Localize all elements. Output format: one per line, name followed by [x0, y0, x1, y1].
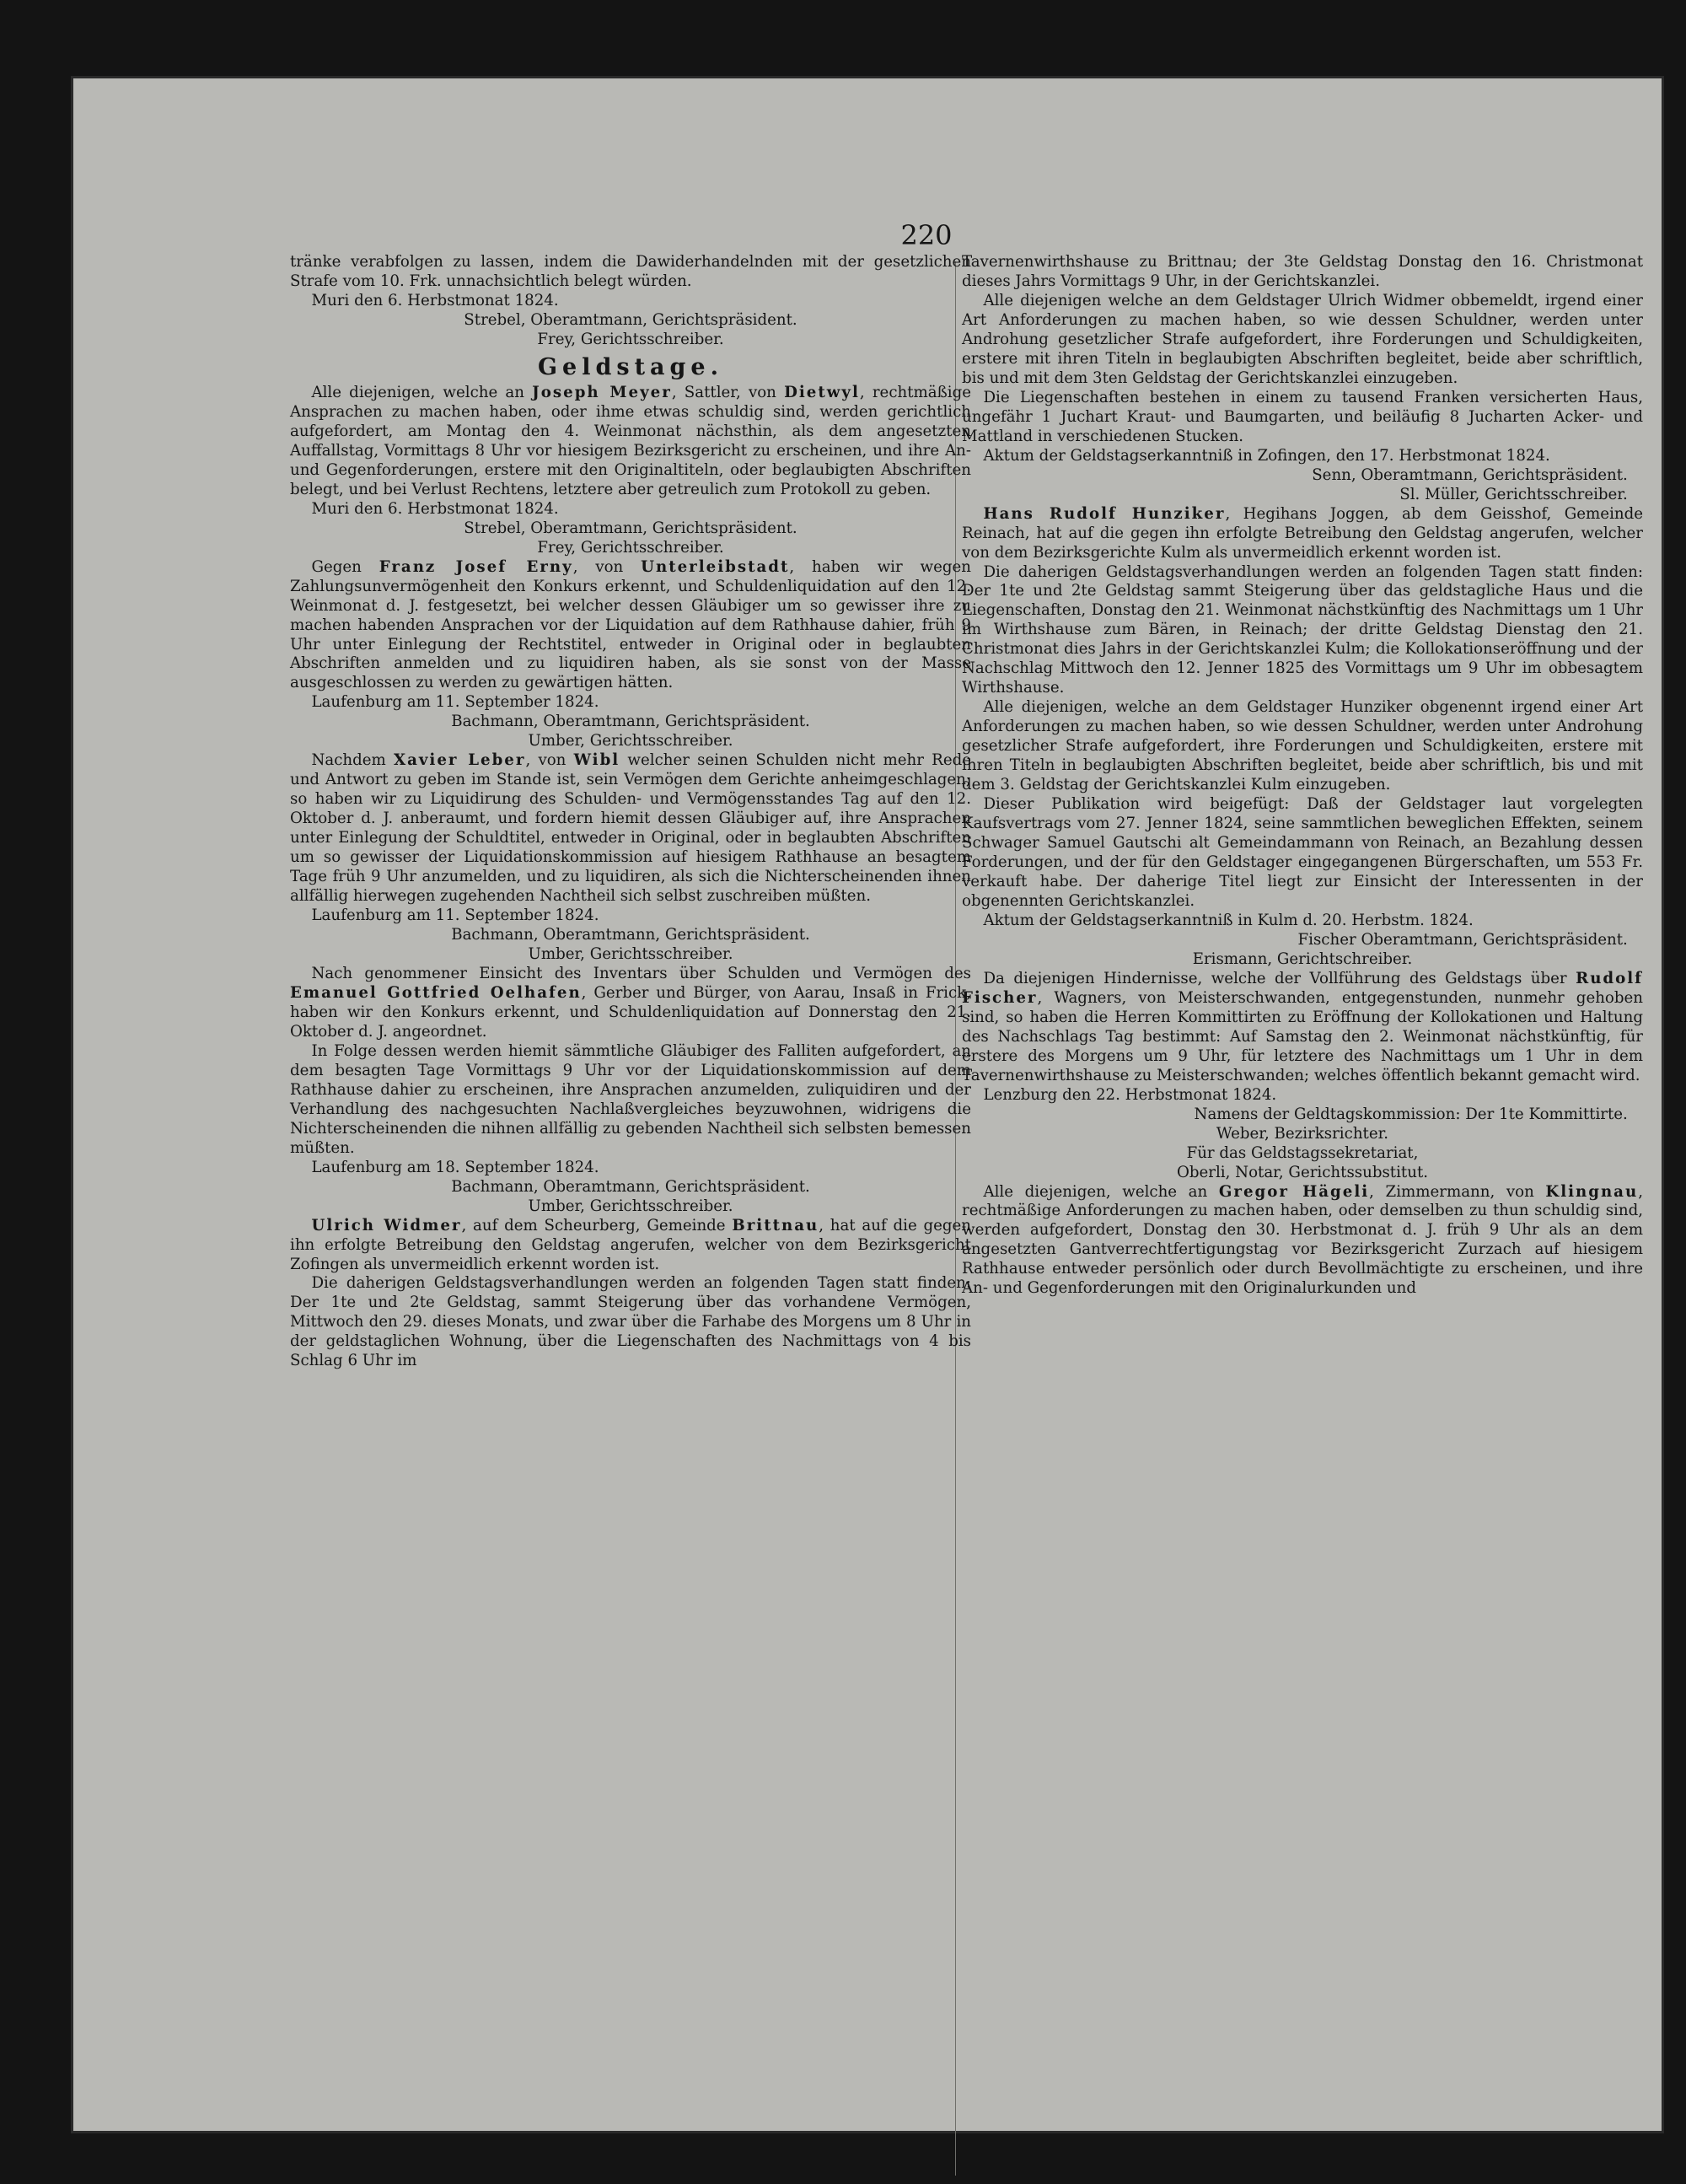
signature-official: Strebel, Oberamtmann, Gerichtspräsident. — [464, 519, 797, 537]
notice-paragraph: Die daherigen Geldstagsverhandlungen werden an folgenden Tagen statt finden: Der 1te und 2te Geldstag, sammt Steigerung über das vorhandene Vermögen, Mittwoch den 29. dieses Monats, und zwar über die Farhabe des Morgens um 8 Uhr in der geldstaglichen Wohnung, über die Liegenschaften des Nachmittags von 4 bis Schlag 6 Uhr im — [290, 1274, 971, 1370]
notice-date: Muri den 6. Herbstmonat 1824. — [311, 499, 559, 518]
text-run: , Hegihans Joggen, ab dem Geisshof, Gemeinde Reinach, hat auf die gegen ihn erfolgte Betreibung den Geldstag angerufen, welcher von dem Bezirksgerichte Kulm als unvermeidlich erkennt worden ist. — [962, 504, 1644, 562]
person-name: Hans Rudolf Hunziker — [983, 504, 1226, 523]
signature-clerk: Frey, Gerichtsschreiber. — [537, 538, 724, 557]
left-column — [290, 253, 971, 1371]
notice-paragraph — [962, 970, 1643, 1086]
text-run: welcher seinen Schulden nicht mehr Rede und Antwort zu geben im Stande ist, sein Vermögen dem Gerichte anheimgeschlagen; so haben wir zu Liquidirung des Schulden- und Vermögensstandes Tag auf den 12. Oktober d. J. anberaumt, und fordern hiemit dessen Gläubiger auf, ihre Ansprachen unter Einlegung der Schuldtitel, entweder in Original, oder in beglaubten Abschriften um so gewisser der Liquidationskommission auf hiesigem Rathhause an besagtem Tage früh 9 Uhr anzumelden, und zu liquidiren, als sich die Nichterscheinenden ihnen allfällig hierwegen zugehenden Nachtheil sich selbst zuschreiben müßten. — [290, 751, 971, 906]
person-name: Xavier Leber — [393, 751, 526, 770]
place-name: Wibl — [573, 751, 620, 770]
notice-paragraph: Dieser Publikation wird beigefügt: Daß der Geldstager laut vorgelegten Kaufsvertrags vom 27. Jenner 1824, seine sammtlichen beweglichen Effekten, seinem Schwager Samuel Gautschi alt Gemeindammann von Reinach, an Bezahlung dessen Forderungen, und der für den Geldstager eingegangenen Bürgerschaften, um 553 Fr. verkauft habe. Der daherige Titel liegt zur Einsicht der Interessenten in der obgenennten Gerichtskanzlei. — [962, 795, 1643, 910]
text-run: Alle diejenigen, welche an — [983, 1182, 1219, 1201]
place-name: Klingnau — [1545, 1182, 1639, 1201]
newspaper-page — [214, 219, 1644, 2184]
signature-official: Bachmann, Oberamtmann, Gerichtspräsident. — [451, 1177, 810, 1196]
right-column — [962, 253, 1643, 1299]
notice-paragraph: Alle diejenigen, welche an dem Geldstager Hunziker obgenennt irgend einer Art Anforderungen zu machen haben, so wie dessen Schuldner, werden unter Androhung gesetzlicher Strafe aufgefordert, ihre Forderungen und Schuldigkeiten, erstere mit ihren Titeln in beglaubigten Abschriften begleitet, beide aber schriftlich, bis und mit dem 3. Geldstag der Gerichtskanzlei Kulm einzugeben. — [962, 698, 1643, 794]
notice-paragraph — [290, 965, 971, 1042]
text-run: , hat auf die gegen ihn erfolgte Betreibung den Geldstag angerufen, welcher von dem Bezirksgericht Zofingen als unvermeidlich erkennt worden ist. — [290, 1216, 972, 1273]
notice-paragraph — [290, 558, 971, 694]
signature-clerk: Sl. Müller, Gerichtsschreiber. — [1399, 485, 1628, 503]
notice-paragraph — [962, 505, 1643, 563]
text-run: , Zimmermann, von — [1369, 1182, 1546, 1201]
page-number: 220 — [900, 219, 953, 251]
text-run: Nach genommener Einsicht des Inventars über Schulden und Vermögen des — [311, 964, 971, 982]
text-run: , Gerber und Bürger, von Aarau, Insaß in Frick, haben wir den Konkurs erkennt, und Schuldenliquidation auf Donnerstag den 21. Oktober d. J. angeordnet. — [290, 983, 971, 1041]
text-run: Nachdem — [311, 751, 394, 770]
notice-date: Aktum der Geldstagserkanntniß in Zofingen, den 17. Herbstmonat 1824. — [983, 446, 1550, 465]
signature-clerk: Frey, Gerichtsschreiber. — [537, 330, 724, 348]
signature-clerk: Umber, Gerichtsschreiber. — [528, 732, 733, 750]
person-name: Ulrich Widmer — [311, 1216, 462, 1235]
section-heading: Geldstage. — [538, 353, 723, 380]
text-run: Da diejenigen Hindernisse, welche der Vollführung des Geldstags über — [983, 969, 1576, 987]
signature-official: Fischer Oberamtmann, Gerichtspräsident. — [1297, 930, 1628, 949]
text-run: , von — [525, 751, 574, 770]
notice-date: Laufenburg am 18. September 1824. — [311, 1158, 599, 1176]
text-run: , auf dem Scheurberg, Gemeinde — [461, 1216, 733, 1235]
place-name: Unterleibstadt — [641, 557, 790, 576]
paper-sheet — [71, 76, 1664, 2133]
text-run: Alle diejenigen, welche an — [311, 383, 533, 401]
signature-clerk: Umber, Gerichtsschreiber. — [528, 1197, 733, 1215]
notice-date: Muri den 6. Herbstmonat 1824. — [311, 291, 559, 309]
signature-official: Bachmann, Oberamtmann, Gerichtspräsident. — [451, 713, 810, 731]
person-name: Gregor Hägeli — [1218, 1182, 1370, 1201]
notice-continuation: Tavernenwirthshause zu Brittnau; der 3te Geldstag Donstag den 16. Christmonat dieses Jahrs Vormittags 9 Uhr, in der Gerichtskanzlei. — [962, 253, 1643, 290]
notice-paragraph: Die daherigen Geldstagsverhandlungen werden an folgenden Tagen statt finden: Der 1te und 2te Geldstag sammt Steigerung über das geldstagliche Haus und die Liegenschaften, Donstag den 21. Weinmonat nächstkünftig des Nachmittags um 1 Uhr im Wirthshause zum Bären, in Reinach; der dritte Geldstag Dienstag den 21. Christmonat dies Jahrs in der Gerichtskanzlei Kulm; die Kollokationseröffnung und der Nachschlag Mittwoch den 12. Jenner 1825 des Vormittags um 9 Uhr im obbesagtem Wirthshause. — [962, 562, 1643, 697]
notice-date: Laufenburg am 11. September 1824. — [311, 906, 599, 925]
signature-notary: Oberli, Notar, Gerichtssubstitut. — [1176, 1163, 1429, 1181]
person-name: Emanuel Gottfried Oelhafen — [290, 983, 582, 1002]
signature-official: Strebel, Oberamtmann, Gerichtspräsident. — [464, 310, 797, 329]
notice-paragraph — [962, 1183, 1643, 1299]
text-run: , rechtmäßige Ansprachen zu machen haben, oder ihme etwas schuldig sind, werden gerichtlich aufgefordert, am Montag den 4. Weinmonat nächsthin, als dem angesetzten Auffallstag, Vormittags 8 Uhr vor hiesigem Bezirksgericht zu erscheinen, und ihre An- und Gegenforderungen, erstere mit den Originaltiteln, oder beglaubigten Abschriften belegt, und bei Verlust Rechtens, letztere aber getreulich zum Protokoll zu geben. — [290, 383, 971, 498]
notice-paragraph — [290, 1217, 971, 1275]
person-name: Joseph Meyer — [532, 383, 672, 401]
signature-judge: Weber, Bezirksrichter. — [1216, 1124, 1389, 1143]
person-name: Franz Josef Erny — [379, 557, 573, 576]
signature-secretariat: Für das Geldstagssekretariat, — [1186, 1143, 1419, 1162]
text-run: , Sattler, von — [671, 383, 785, 401]
text-run: , rechtmäßige Anforderungen zu machen haben, oder demselben zu thun schuldig sind, werden aufgefordert, Donstag den 30. Herbstmonat d. J. früh 9 Uhr als an dem angesetzten Gantverrechtfertigungstag vor Bezirksgericht Zurzach auf hiesigem Rathhause entweder persönlich oder durch Bevollmächtigte zu erscheinen, und ihre An- und Gegenforderungen mit den Originalurkunden und — [962, 1182, 1643, 1298]
text-run: , von — [572, 557, 642, 576]
signature-clerk: Erismann, Gerichtschreiber. — [1192, 949, 1413, 968]
text-run: , haben wir wegen Zahlungsunvermögenheit den Konkurs erkennt, und Schuldenliquidation auf den 12. Weinmonat d. J. festgesetzt, bei welcher dessen Gläubiger um so gewisser ihre zu machen habenden Ansprachen vor der Liquidation auf dem Rathhause dahier, früh 9 Uhr unter Einlegung der Rechtstitel, entweder in Original oder in beglaubten Abschriften anmelden und zu liquidiren haben, als sie sonst von der Masse ausgeschlossen zu werden zu gewärtigen hätten. — [290, 557, 971, 692]
notice-date: Aktum der Geldstagserkanntniß in Kulm d. 20. Herbstm. 1824. — [983, 911, 1474, 929]
signature-official: Bachmann, Oberamtmann, Gerichtspräsident. — [451, 926, 810, 944]
notice-paragraph: In Folge dessen werden hiemit sämmtliche Gläubiger des Falliten aufgefordert, an dem besagten Tage Vormittags 9 Uhr vor der Liquidationskommission auf dem Rathhause dahier zu erscheinen, ihre Ansprachen anzumelden, zuliquidiren und der Verhandlung des nachgesuchten Nachlaßvergleiches beyzuwohnen, widrigens die Nichterscheinenden die nihnen allfällig zu gebenden Nachtheil sich selbsten bemessen müßten. — [290, 1041, 971, 1157]
notice-paragraph — [290, 751, 971, 906]
text-run: Gegen — [311, 557, 379, 576]
notice-paragraph: Alle diejenigen welche an dem Geldstager Ulrich Widmer obbemeldt, irgend einer Art Anforderungen zu machen haben, so wie dessen Schuldner, werden unter Androhung gesetzlicher Strafe aufgefordert, ihre Forderungen und Schuldigkeiten, erstere mit ihren Titeln in beglaubigten Abschriften begleitet, beide aber schriftlich, bis und mit dem 3ten Geldstag der Gerichtskanzlei einzugeben. — [962, 291, 1643, 387]
notice-paragraph — [290, 384, 971, 500]
signature-commission: Namens der Geldtagskommission: Der 1te Kommittirte. — [1194, 1105, 1628, 1123]
place-name: Dietwyl — [784, 383, 860, 401]
person-name: Rudolf Fischer — [962, 969, 1643, 1007]
notice-continuation: tränke verabfolgen zu lassen, indem die Dawiderhandelnden mit der gesetzlichen Strafe vom 10. Frk. unnachsichtlich belegt würden. — [290, 253, 971, 290]
notice-paragraph: Die Liegenschaften bestehen in einem zu tausend Franken versicherten Haus, ungefähr 1 Juchart Kraut- und Baumgarten, und beiläufig 8 Jucharten Acker- und Mattland in verschiedenen Stucken. — [962, 388, 1643, 445]
signature-official: Senn, Oberamtmann, Gerichtspräsident. — [1312, 465, 1628, 484]
text-run: , Wagners, von Meisterschwanden, entgegenstunden, nunmehr gehoben sind, so haben die Herren Kommittirten zu Eröffnung der Kollokationen und Haltung des Nachschlags Tag bestimmt: Auf Samstag den 2. Weinmonat nächstkünftig, für erstere des Morgens um 9 Uhr, für letztere des Nachmittags um 1 Uhr in dem Tavernenwirthshause zu Meisterschwanden; welches öffentlich bekannt gemacht wird. — [962, 988, 1643, 1084]
signature-clerk: Umber, Gerichtsschreiber. — [528, 945, 733, 963]
notice-date: Laufenburg am 11. September 1824. — [311, 693, 599, 712]
place-name: Brittnau — [732, 1216, 819, 1235]
notice-date: Lenzburg den 22. Herbstmonat 1824. — [983, 1085, 1277, 1104]
